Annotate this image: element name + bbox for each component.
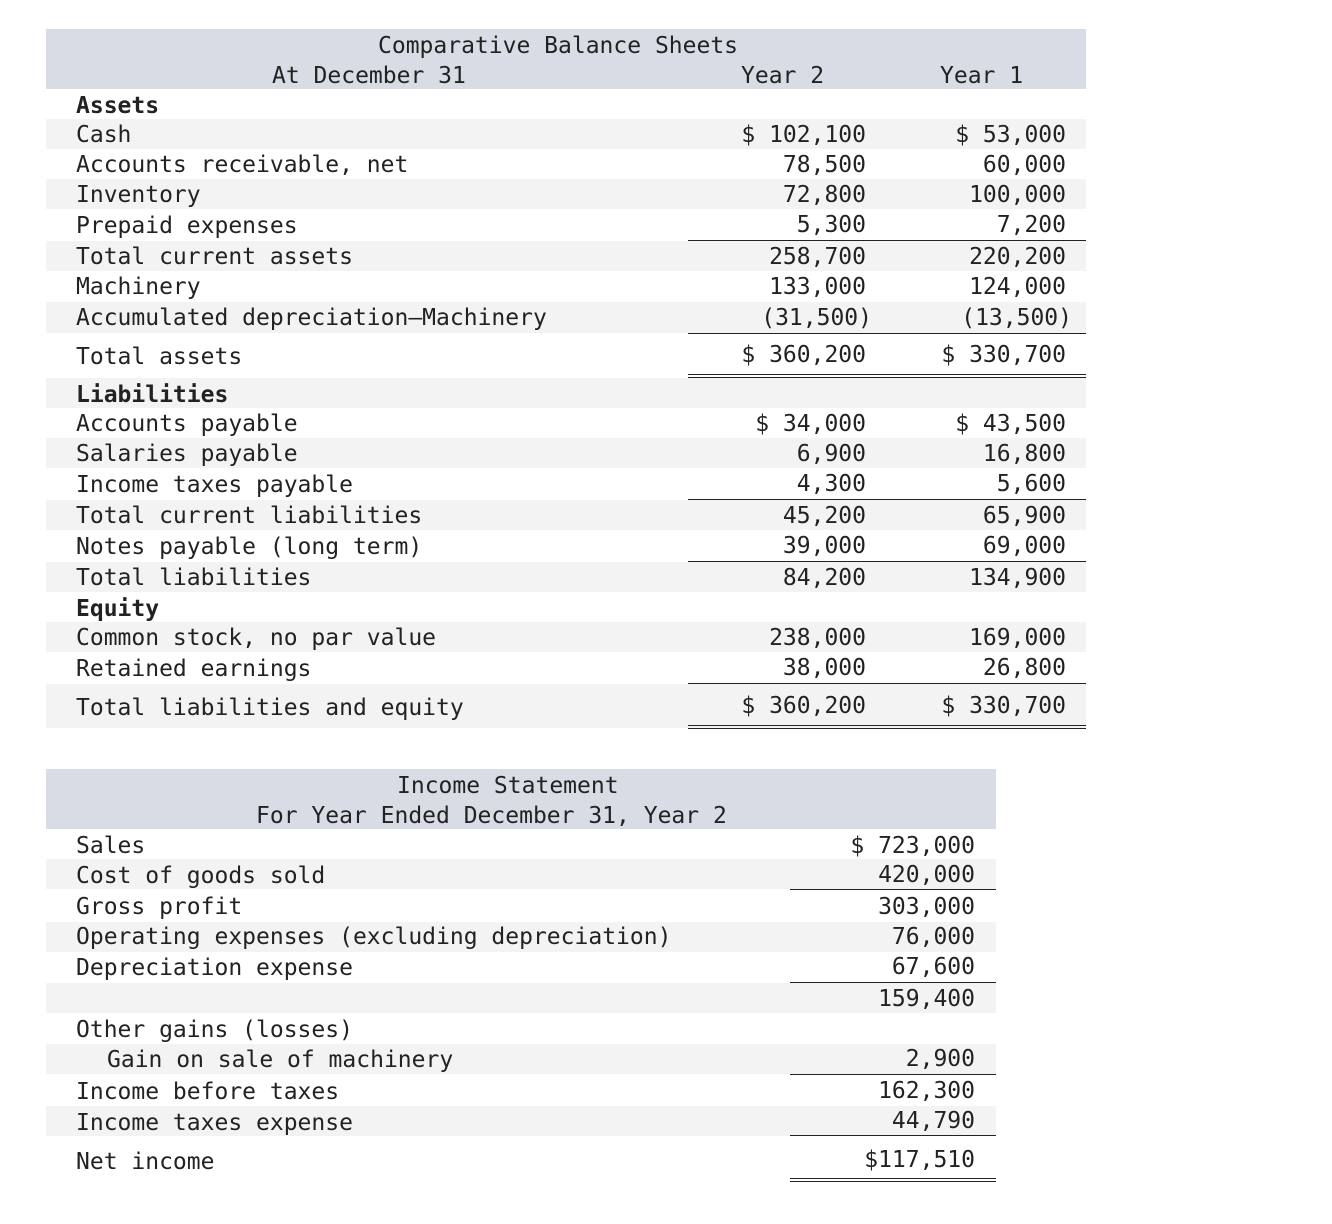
row-value: 162,300 [878,1078,975,1104]
underline [688,683,1086,684]
row-value: 420,000 [878,862,975,888]
row-value-year-1: $ 330,700 [941,693,1066,719]
row-value-year-2: 5,300 [796,212,866,238]
balance-sheet-subtitle: At December 31 [272,63,466,89]
row-value-year-1: 26,800 [982,655,1066,681]
double-underline [790,1178,996,1182]
row-value-year-2: 4,300 [796,471,866,497]
double-underline [688,374,1086,378]
row-value-year-2: 38,000 [782,655,866,681]
row-label-total: Total liabilities and equity [76,695,464,721]
row-label: Total liabilities [76,565,312,591]
row-label: Inventory [76,182,201,208]
row-value-year-2: 72,800 [782,182,866,208]
underline [790,982,996,983]
underline [790,1135,996,1136]
row-value: 44,790 [891,1108,975,1134]
row-value-year-2: 78,500 [782,152,866,178]
row-value: 76,000 [891,924,975,950]
underline [688,499,1086,500]
row-value-year-1: (13,500) [961,305,1072,331]
row-value-subtotal: 159,400 [878,986,975,1012]
row-label: Retained earnings [76,656,312,682]
income-statement-subtitle: For Year Ended December 31, Year 2 [256,803,727,829]
row-value-year-1: 134,900 [969,565,1066,591]
row-label: Notes payable (long term) [76,534,423,560]
row-value-year-2: 6,900 [796,441,866,467]
row-label: Total current liabilities [76,503,423,529]
double-underline [688,725,1086,729]
row-value-year-2: $ 34,000 [755,411,866,437]
underline [790,889,996,890]
underline [688,561,1086,562]
row-value-year-1: 169,000 [969,625,1066,651]
row-label: Prepaid expenses [76,213,298,239]
row-value-year-1: $ 43,500 [955,411,1066,437]
row-value-year-1: 7,200 [996,212,1066,238]
row-label: Depreciation expense [76,955,353,981]
section-heading-equity: Equity [76,596,160,622]
column-header-year-1: Year 1 [940,63,1024,89]
row-value-year-2: $ 360,200 [741,693,866,719]
row-label: Other gains (losses) [76,1017,353,1043]
row-value-year-1: 5,600 [996,471,1066,497]
section-heading-liabilities: Liabilities [76,382,229,408]
row-value-year-1: $ 330,700 [941,342,1066,368]
row-value-year-1: $ 53,000 [955,122,1066,148]
row-band [46,983,996,1013]
underline [790,1074,996,1075]
column-header-year-2: Year 2 [741,63,825,89]
row-value-net-income: $117,510 [864,1147,975,1173]
row-value-year-1: 60,000 [982,152,1066,178]
row-label: Income taxes expense [76,1110,353,1136]
row-label: Income taxes payable [76,472,353,498]
row-value-year-1: 124,000 [969,274,1066,300]
row-band [46,179,1086,209]
row-label: Sales [76,833,146,859]
section-heading-assets: Assets [76,93,160,119]
row-label: Accounts payable [76,411,298,437]
row-label-indented: Gain on sale of machinery [107,1047,454,1073]
row-label: Accounts receivable, net [76,152,409,178]
row-value: $ 723,000 [850,833,975,859]
row-value-year-1: 16,800 [982,441,1066,467]
row-value-year-2: 238,000 [769,625,866,651]
row-value-year-2: 45,200 [782,503,866,529]
row-value-year-2: 133,000 [769,274,866,300]
row-label: Salaries payable [76,441,298,467]
row-label: Operating expenses (excluding depreciation) [76,924,672,950]
row-label: Common stock, no par value [76,625,437,651]
row-label-total: Total assets [76,344,243,370]
row-value-year-1: 69,000 [982,533,1066,559]
row-value-year-2: $ 360,200 [741,342,866,368]
row-label: Accumulated depreciation—Machinery [76,305,547,331]
row-value: 303,000 [878,894,975,920]
income-statement-title: Income Statement [397,773,619,799]
row-band [46,119,1086,149]
row-label: Cost of goods sold [76,863,326,889]
row-label: Cash [76,122,132,148]
underline [688,240,1086,241]
row-value-year-2: 258,700 [769,244,866,270]
row-label: Gross profit [76,894,243,920]
row-label: Machinery [76,274,201,300]
row-label-total: Net income [76,1149,215,1175]
underline [688,333,1086,334]
row-label: Total current assets [76,244,353,270]
balance-sheet-title: Comparative Balance Sheets [378,33,739,59]
row-value-year-1: 100,000 [969,182,1066,208]
row-value: 2,900 [905,1046,975,1072]
row-value-year-2: 84,200 [782,565,866,591]
row-label: Income before taxes [76,1079,340,1105]
row-value: 67,600 [891,954,975,980]
row-value-year-1: 220,200 [969,244,1066,270]
row-value-year-2: $ 102,100 [741,122,866,148]
row-value-year-2: (31,500) [761,305,872,331]
row-value-year-2: 39,000 [782,533,866,559]
row-value-year-1: 65,900 [982,503,1066,529]
